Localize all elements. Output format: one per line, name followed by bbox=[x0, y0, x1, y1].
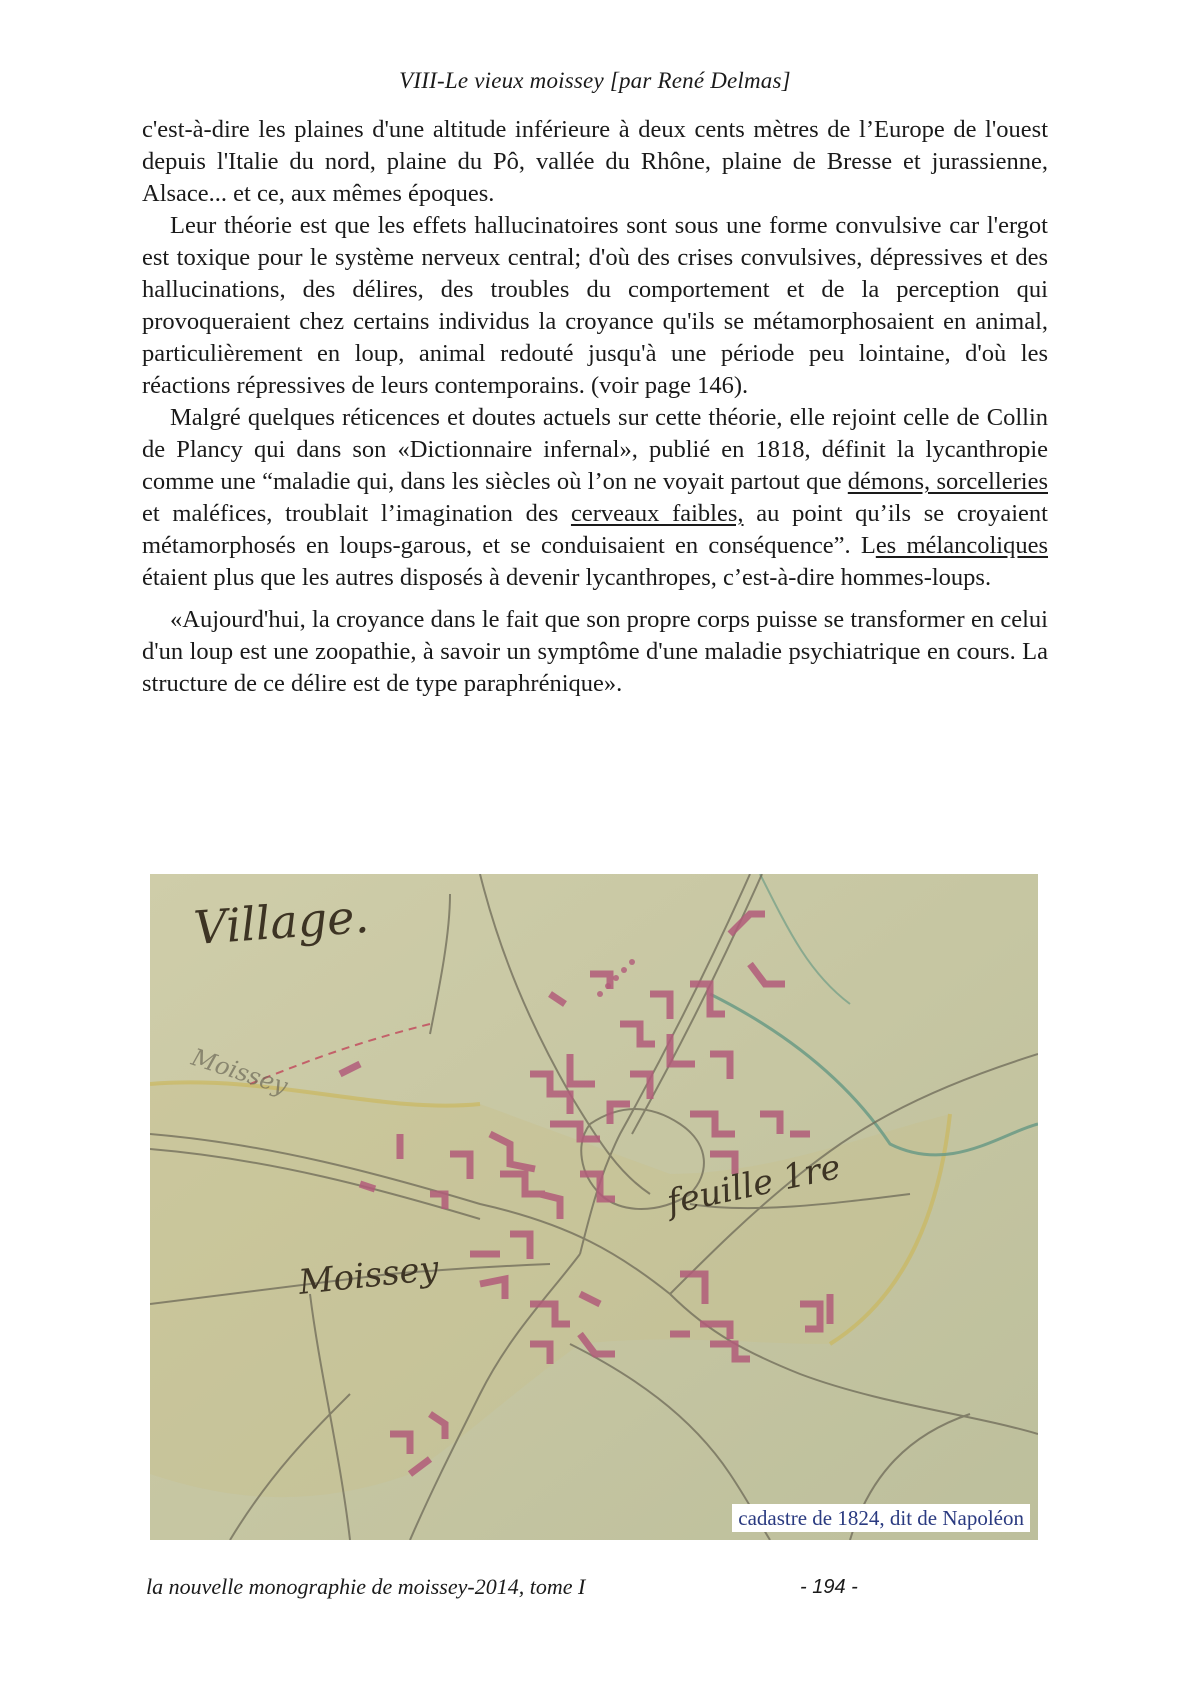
paragraph-3-text-c: au point qu’ils se croyaient métamorphosés en loups-garous, et se conduisaient en conséquence”. L bbox=[142, 500, 1048, 559]
cadastre-map-figure bbox=[150, 874, 1038, 1540]
map-label-road: Moissey bbox=[188, 1043, 292, 1101]
paragraph-4: «Aujourd'hui, la croyance dans le fait que son propre corps puisse se transformer en celui d'un loup est une zoopathie, à savoir un symptôme d'une maladie psychiatrique en cours. La structure de ce délire est de type paraphrénique». bbox=[142, 606, 1048, 697]
body-text bbox=[142, 114, 1048, 700]
page-number: - 194 - bbox=[800, 1576, 858, 1598]
underlined-demons: démons, sorcelleries bbox=[847, 468, 1048, 495]
map-caption: cadastre de 1824, dit de Napoléon bbox=[732, 1504, 1030, 1532]
map-label-village: Village. bbox=[192, 888, 371, 955]
footer-book-title: la nouvelle monographie de moissey-2014, tome I bbox=[146, 1574, 586, 1599]
map-label-moissey: Moissey bbox=[296, 1248, 441, 1303]
paragraph-3-text-b: et maléfices, troublait l’imagination des bbox=[142, 500, 571, 527]
paragraph-2: Leur théorie est que les effets hallucinatoires sont sous une forme convulsive car l'ergot est toxique pour le système nerveux central; d'où des crises convulsives, dépressives et des hallucinations, des délires, des troubles du comportement et de la perception qui provoqueraient chez certains individus la croyance qu'ils se métamorphosaient en animal, particulièrement en loup, animal redouté jusqu'à une période peu lointaine, d'où les réactions répressives de leurs contemporains. (voir page 146). bbox=[142, 212, 1048, 399]
paragraph-3-text-d: étaient plus que les autres disposés à devenir lycanthropes, c’est-à-dire hommes-loups. bbox=[142, 564, 992, 591]
underlined-melancoliques: es mélancoliques bbox=[875, 532, 1048, 559]
map-label-feuille: feuille 1re bbox=[663, 1147, 845, 1223]
cadastre-map-image bbox=[150, 874, 1038, 1540]
paragraph-1: c'est-à-dire les plaines d'une altitude inférieure à deux cents mètres de l’Europe de l'ouest depuis l'Italie du nord, plaine du Pô, vallée du Rhône, plaine de Bresse et jurassienne, Alsace... et ce, aux mêmes époques. bbox=[142, 116, 1048, 207]
paragraph-3-text-a: Malgré quelques réticences et doutes actuels sur cette théorie, elle rejoint celle de Collin de Plancy qui dans son «Dictionnaire infernal», publié en 1818, définit la lycanthropie comme une “maladie qui, dans les siècles où l’on ne voyait partout que bbox=[142, 404, 1048, 495]
paragraph-3 bbox=[142, 402, 1048, 594]
running-header: VIII-Le vieux moissey [par René Delmas] bbox=[399, 68, 791, 93]
underlined-cerveaux: cerveaux faibles, bbox=[570, 500, 744, 527]
